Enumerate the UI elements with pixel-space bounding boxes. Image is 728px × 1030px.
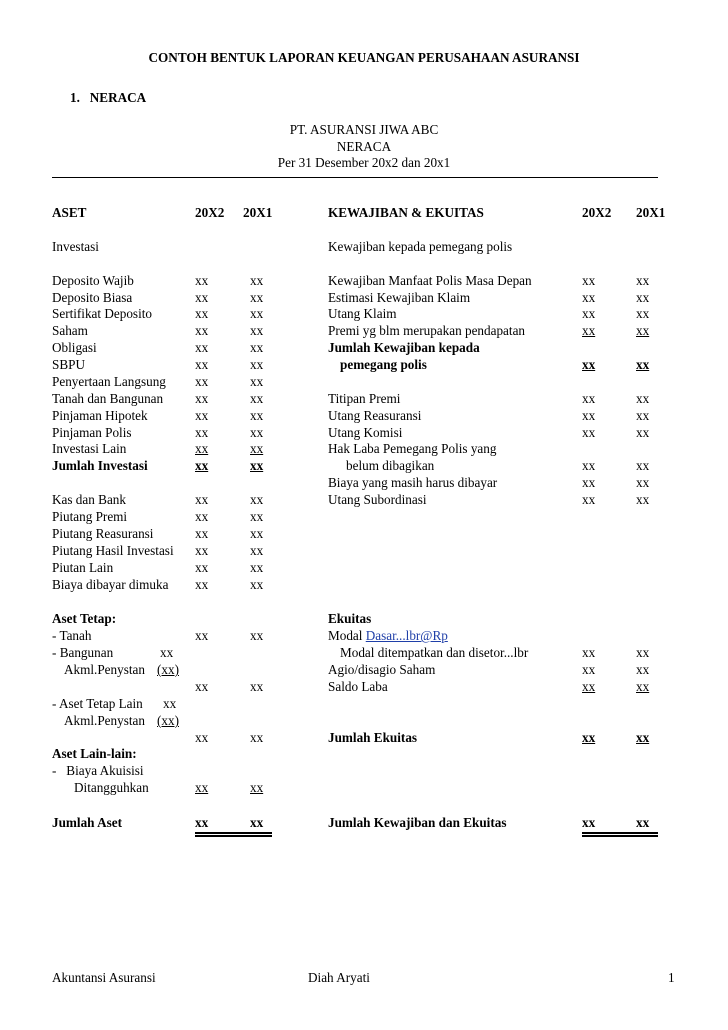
report-name: NERACA [336,139,392,154]
liability-value-20x2: xx [582,323,596,338]
total-investments-20x1 [247,458,267,474]
total-equity-label: Jumlah Ekuitas [328,730,418,745]
asset-label: Piutan Lain [52,560,114,575]
total-policyholder-liabilities-20x2: xx [582,357,596,372]
liability-value-20x1: xx [636,662,650,677]
asset-value-20x1: xx [250,509,264,524]
liability-value-20x1: xx [636,679,650,694]
assets-header-20x1: 20X1 [243,205,273,220]
liability-label: Agio/disagio Saham [328,662,436,677]
total-liabilities-equity-20x2: xx [582,815,596,830]
asset-inline-value: xx [163,696,177,711]
liability-value-20x2: xx [582,425,596,440]
asset-label: - Bangunan [52,645,114,660]
asset-value-20x2: xx [195,374,209,389]
liability-label: Kewajiban Manfaat Polis Masa Depan [328,273,532,288]
total-liabilities-equity-20x1: xx [636,815,650,830]
liability-label: Saldo Laba [328,679,388,694]
liabilities-header: KEWAJIBAN & EKUITAS [328,205,484,220]
liability-value-20x2: xx [582,290,596,305]
asset-value-20x2: xx [195,323,209,338]
asset-inline-value: (xx) [157,713,179,728]
asset-label: - Tanah [52,628,92,643]
liability-label: Utang Subordinasi [328,492,427,507]
assets-header-20x2: 20X2 [195,205,225,220]
assets-header: ASET [52,205,87,220]
asset-label: Investasi Lain [52,441,127,456]
asset-label: - Aset Tetap Lain [52,696,143,711]
asset-label: Akml.Penystan [64,713,145,728]
asset-inline-value: (xx) [157,662,179,677]
asset-value-20x2: xx [195,340,209,355]
liability-value-20x1: xx [636,492,650,507]
asset-label: SBPU [52,357,85,372]
liability-value-20x2: xx [582,475,596,490]
liability-label: belum dibagikan [346,458,435,473]
header-rule [52,177,658,178]
asset-value-20x2: xx [195,679,209,694]
asset-value-20x1 [247,780,279,796]
asset-value-20x1: xx [250,425,264,440]
asset-value-20x2: xx [195,273,209,288]
asset-value-20x2: xx [195,492,209,507]
asset-value-20x1: xx [250,323,264,338]
asset-value-20x1: xx [250,577,264,592]
asset-label: Akml.Penystan [64,662,145,677]
liability-label: Estimasi Kewajiban Klaim [328,290,471,305]
asset-label: Ditangguhkan [74,780,149,795]
footer-author: Diah Aryati [308,970,370,985]
asset-label: Penyertaan Langsung [52,374,166,389]
liability-value-20x1: xx [636,323,650,338]
liability-label: Biaya yang masih harus dibayar [328,475,498,490]
asset-value-20x2: xx [195,509,209,524]
asset-value-20x2: xx [195,306,209,321]
asset-label: Piutang Hasil Investasi [52,543,174,558]
liability-label: Kewajiban kepada pemegang polis [328,239,513,254]
asset-value-20x2: xx [195,730,209,745]
total-assets-double-rule [195,832,272,837]
liability-label: Jumlah Kewajiban kepada [328,340,480,355]
asset-value-20x2: xx [195,357,209,372]
liability-value-20x1: xx [636,306,650,321]
asset-value-20x2: xx [195,560,209,575]
liability-value-20x1: xx [636,645,650,660]
liability-value-20x1: xx [636,408,650,423]
asset-value-20x2: xx [195,526,209,541]
asset-inline-value: xx [160,645,174,660]
asset-label: Deposito Biasa [52,290,133,305]
liability-label: Modal [328,628,363,643]
asset-label: Piutang Reasuransi [52,526,154,541]
liability-value-20x1: xx [636,290,650,305]
liability-value-20x2: xx [582,306,596,321]
asset-value-20x1: xx [250,357,264,372]
liabilities-header-20x2: 20X2 [582,205,612,220]
liability-label: Titipan Premi [328,391,401,406]
asset-value-20x1: xx [250,492,264,507]
asset-value-20x1-text: xx [250,780,264,795]
total-assets-20x2: xx [195,815,209,830]
asset-label: Obligasi [52,340,97,355]
asset-value-20x2: xx [195,290,209,305]
liability-value-20x2: xx [582,679,596,694]
liability-label: Modal ditempatkan dan disetor...lbr [340,645,529,660]
asset-value-20x2: xx [195,425,209,440]
asset-value-20x2: xx [195,577,209,592]
liability-value-20x2: xx [582,391,596,406]
liability-value-20x2: xx [582,492,596,507]
asset-value-20x2: xx [195,628,209,643]
liability-value-20x2: xx [582,645,596,660]
asset-label: Sertifikat Deposito [52,306,152,321]
asset-value-20x2: xx [195,408,209,423]
asset-label: Kas dan Bank [52,492,126,507]
liability-value-20x2: xx [582,408,596,423]
asset-value-20x2: xx [195,780,209,795]
asset-value-20x1: xx [250,340,264,355]
asset-value-20x2: xx [195,543,209,558]
total-assets-20x1: xx [250,815,264,830]
authorized-capital-link[interactable]: Dasar...lbr@Rp [365,628,448,643]
asset-value-20x2: xx [195,441,209,456]
asset-value-20x1: xx [250,408,264,423]
asset-value-20x2: xx [195,391,209,406]
total-investments-20x2: xx [195,458,209,473]
liability-label: Hak Laba Pemegang Polis yang [328,441,497,456]
asset-value-20x1: xx [250,374,264,389]
other-assets-heading: Aset Lain-lain: [52,746,137,761]
total-liabilities-equity-label: Jumlah Kewajiban dan Ekuitas [328,815,507,830]
total-equity-20x2: xx [582,730,596,745]
report-period: Per 31 Desember 20x2 dan 20x1 [277,155,451,170]
asset-value-20x1: xx [250,306,264,321]
liability-value-20x1: xx [636,458,650,473]
asset-label: Pinjaman Polis [52,425,132,440]
liability-value-20x2: xx [582,458,596,473]
asset-value-20x1: xx [250,290,264,305]
asset-label: Investasi [52,239,99,254]
total-policyholder-liabilities-label: pemegang polis [340,357,427,372]
total-investments-20x1-text: xx [250,458,264,473]
total-policyholder-liabilities-20x1: xx [636,357,650,372]
total-equity-20x1: xx [636,730,650,745]
asset-label: Saham [52,323,88,338]
total-liabilities-equity-double-rule [582,832,658,837]
doc-title: CONTOH BENTUK LAPORAN KEUANGAN PERUSAHAAN ASURANSI [148,50,580,65]
asset-value-20x1 [247,441,267,457]
equity-heading: Ekuitas [328,611,372,626]
liability-value-20x1: xx [636,475,650,490]
asset-label: Tanah dan Bangunan [52,391,164,406]
liabilities-header-20x1: 20X1 [636,205,666,220]
liability-value-20x2: xx [582,662,596,677]
asset-value-20x1: xx [250,560,264,575]
liability-value-20x2: xx [582,273,596,288]
asset-value-20x1: xx [250,628,264,643]
asset-value-20x1: xx [250,391,264,406]
asset-label: Deposito Wajib [52,273,134,288]
liability-label: Utang Komisi [328,425,403,440]
asset-label: - Biaya Akuisisi [52,763,144,778]
asset-value-20x1: xx [250,730,264,745]
asset-value-20x1: xx [250,543,264,558]
liability-label: Utang Klaim [328,306,397,321]
section-heading: 1. NERACA [70,90,147,105]
footer-left: Akuntansi Asuransi [52,970,156,985]
company-name-text: PT. ASURANSI JIWA ABC [289,122,439,137]
liability-value-20x1: xx [636,273,650,288]
asset-value-20x1-text: xx [250,441,264,456]
asset-value-20x1: xx [250,526,264,541]
equity-capital-row [328,628,448,644]
liability-value-20x1: xx [636,391,650,406]
liability-label: Utang Reasuransi [328,408,422,423]
total-assets-label: Jumlah Aset [52,815,122,830]
asset-value-20x1: xx [250,679,264,694]
page-number: 1 [668,970,675,985]
asset-label: Pinjaman Hipotek [52,408,148,423]
asset-label: Piutang Premi [52,509,128,524]
total-investments-label: Jumlah Investasi [52,458,148,473]
fixed-assets-heading: Aset Tetap: [52,611,117,626]
liability-label: Premi yg blm merupakan pendapatan [328,323,526,338]
asset-value-20x1: xx [250,273,264,288]
asset-label: Biaya dibayar dimuka [52,577,169,592]
company-name [0,122,728,138]
liability-value-20x1: xx [636,425,650,440]
